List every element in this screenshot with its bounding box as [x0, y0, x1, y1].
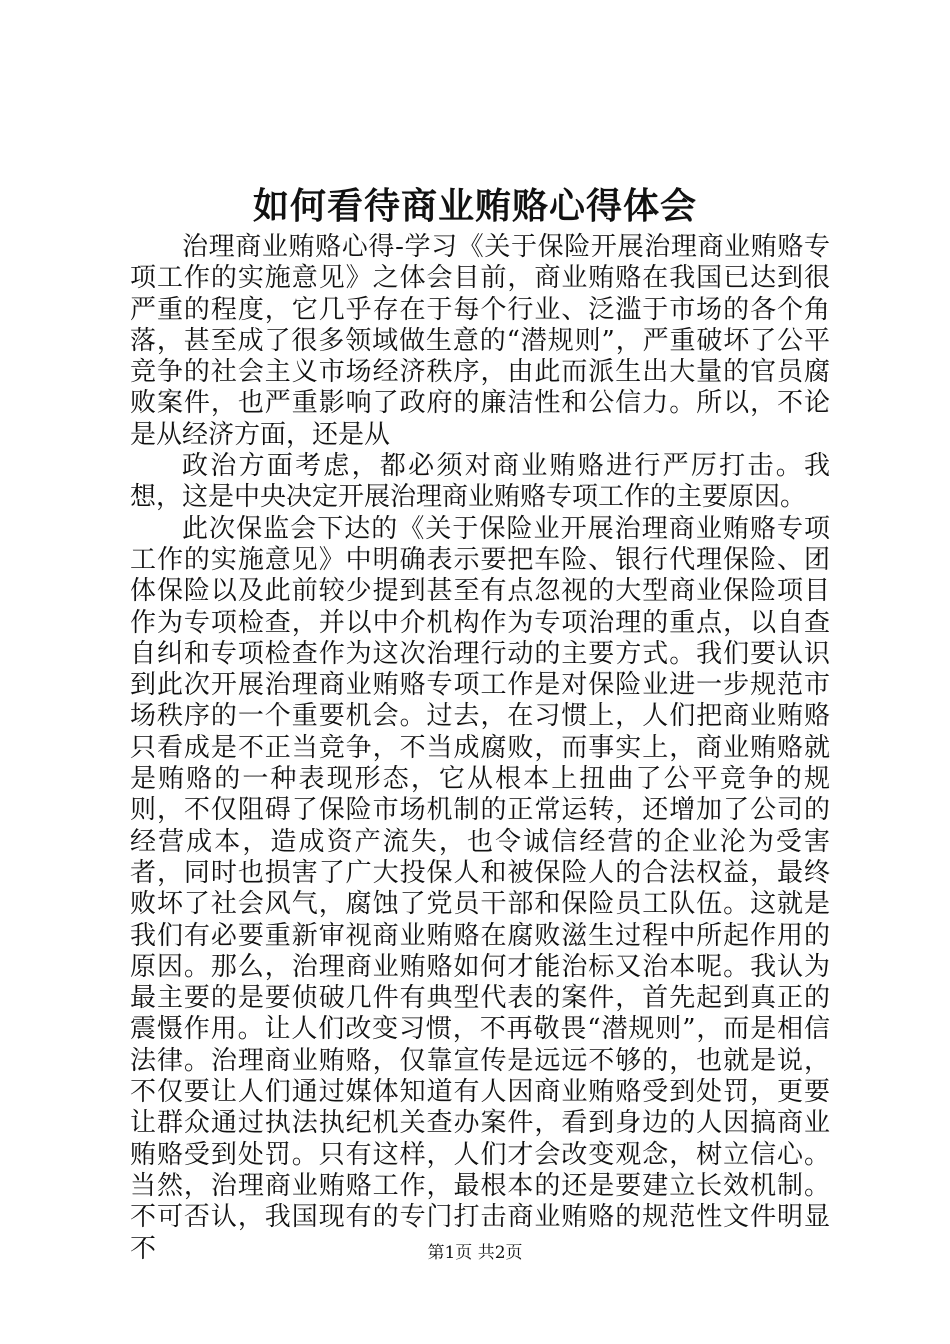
paragraph-2: 政治方面考虑，都必须对商业贿赂进行严厉打击。我想，这是中央决定开展治理商业贿赂专项工作的主要原因。: [130, 451, 830, 513]
paragraph-1: 治理商业贿赂心得-学习《关于保险开展治理商业贿赂专项工作的实施意见》之体会目前，商业贿赂在我国已达到很严重的程度，它几乎存在于每个行业、泛滥于市场的各个角落，甚至成了很多领域做生意的“潜规则”，严重破坏了公平竞争的社会主义市场经济秩序，由此而派生出大量的官员腐败案件，也严重影响了政府的廉洁性和公信力。所以，不论是从经济方面，还是从: [130, 232, 830, 450]
document-title: 如何看待商业贿赂心得体会: [252, 185, 697, 227]
document-body: [130, 232, 830, 1265]
page-footer: 第1页 共2页: [427, 1243, 523, 1263]
paragraph-3: 此次保监会下达的《关于保险业开展治理商业贿赂专项工作的实施意见》中明确表示要把车险、银行代理保险、团体保险以及此前较少提到甚至有点忽视的大型商业保险项目作为专项检查，并以中介机构作为专项治理的重点，以自查自纠和专项检查作为这次治理行动的主要方式。我们要认识到此次开展治理商业贿赂专项工作是对保险业进一步规范市场秩序的一个重要机会。过去，在习惯上，人们把商业贿赂只看成是不正当竞争，不当成腐败，而事实上，商业贿赂就是贿赂的一种表现形态，它从根本上扭曲了公平竞争的规则，不仅阻碍了保险市场机制的正常运转，还增加了公司的经营成本，造成资产流失，也令诚信经营的企业沦为受害者，同时也损害了广大投保人和被保险人的合法权益，最终败坏了社会风气，腐蚀了党员干部和保险员工队伍。这就是我们有必要重新审视商业贿赂在腐败滋生过程中所起作用的原因。那么，治理商业贿赂如何才能治标又治本呢。我认为最主要的是要侦破几件有典型代表的案件，首先起到真正的震慑作用。让人们改变习惯，不再敬畏“潜规则”，而是相信法律。治理商业贿赂，仅靠宣传是远远不够的，也就是说，不仅要让人们通过媒体知道有人因商业贿赂受到处罚，更要让群众通过执法执纪机关查办案件，看到身边的人因搞商业贿赂受到处罚。只有这样，人们才会改变观念，树立信心。当然，治理商业贿赂工作，最根本的还是要建立长效机制。不可否认，我国现有的专门打击商业贿赂的规范性文件明显不: [130, 513, 830, 1264]
